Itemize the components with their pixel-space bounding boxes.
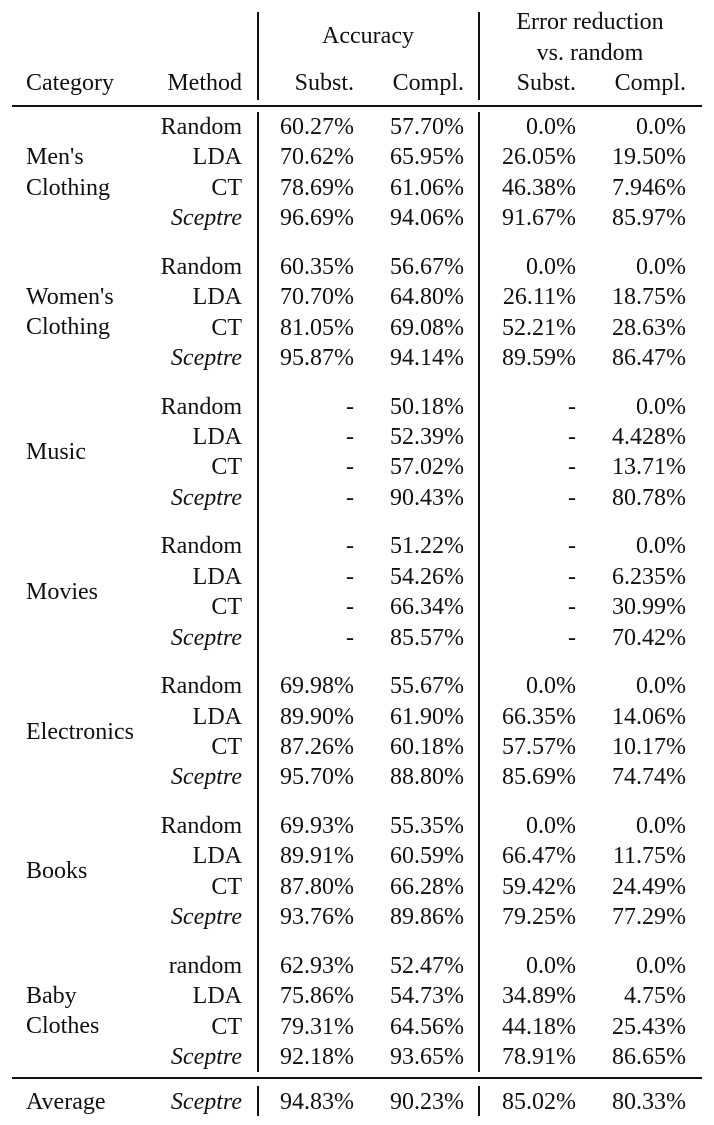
cell-acc-compl: 57.02% bbox=[390, 454, 464, 481]
cell-err-subst: 57.57% bbox=[502, 734, 576, 760]
cell-method: LDA bbox=[192, 563, 242, 590]
cell-acc-subst: - bbox=[346, 393, 354, 420]
average-category: Average bbox=[26, 1089, 106, 1115]
average-acc-compl: 90.23% bbox=[390, 1089, 464, 1115]
category-label: Books bbox=[26, 858, 88, 885]
cell-err-subst: 34.89% bbox=[502, 983, 576, 1010]
cell-err-subst: - bbox=[568, 594, 576, 621]
cell-acc-subst: - bbox=[346, 424, 354, 450]
cell-acc-compl: 52.39% bbox=[390, 424, 464, 450]
cell-method: LDA bbox=[192, 284, 242, 311]
cell-acc-subst: 95.70% bbox=[280, 764, 354, 791]
cell-acc-subst: 89.90% bbox=[280, 703, 354, 730]
cell-err-subst: 0.0% bbox=[526, 673, 576, 700]
cell-method: Random bbox=[160, 673, 242, 700]
cell-method: Sceptre bbox=[170, 764, 242, 791]
category-label: Music bbox=[26, 439, 86, 465]
cell-acc-compl: 54.26% bbox=[390, 563, 464, 590]
cell-method: LDA bbox=[192, 144, 242, 171]
cell-err-subst: - bbox=[568, 484, 576, 511]
vrule-header-right bbox=[478, 12, 480, 100]
header-error-reduction: Error reduction bbox=[516, 9, 664, 35]
cell-method: CT bbox=[211, 873, 242, 900]
cell-acc-compl: 64.80% bbox=[390, 284, 464, 311]
average-method: Sceptre bbox=[170, 1089, 242, 1115]
average-err-subst: 85.02% bbox=[502, 1089, 576, 1115]
cell-err-compl: 0.0% bbox=[636, 533, 686, 560]
cell-method: CT bbox=[211, 314, 242, 341]
cell-method: LDA bbox=[192, 424, 242, 450]
cell-acc-subst: 69.93% bbox=[280, 813, 354, 839]
category-label: Women's bbox=[26, 284, 114, 310]
header-vs-random: vs. random bbox=[536, 40, 644, 66]
cell-err-subst: - bbox=[568, 454, 576, 481]
cell-method: CT bbox=[211, 594, 242, 621]
cell-acc-subst: 78.69% bbox=[280, 174, 354, 201]
cell-method: LDA bbox=[192, 843, 242, 870]
category-label: Men's bbox=[26, 144, 84, 171]
cell-acc-subst: - bbox=[346, 594, 354, 621]
cell-acc-subst: - bbox=[346, 533, 354, 560]
category-label: Electronics bbox=[26, 718, 134, 745]
category-label: Clothing bbox=[26, 314, 111, 341]
cell-acc-compl: 55.67% bbox=[390, 673, 464, 700]
cell-err-compl: 85.97% bbox=[612, 205, 686, 232]
cell-err-subst: 46.38% bbox=[502, 174, 576, 201]
cell-acc-compl: 94.14% bbox=[390, 345, 464, 371]
cell-err-compl: 86.65% bbox=[612, 1044, 686, 1070]
cell-acc-subst: 95.87% bbox=[280, 345, 354, 371]
cell-err-compl: 14.06% bbox=[612, 703, 686, 730]
header-acc-compl: Compl. bbox=[392, 70, 464, 96]
cell-err-subst: 0.0% bbox=[526, 813, 576, 839]
cell-method: random bbox=[168, 952, 242, 979]
average-rule bbox=[12, 1077, 702, 1079]
cell-err-subst: - bbox=[568, 424, 576, 450]
cell-err-compl: 0.0% bbox=[636, 673, 686, 700]
cell-acc-subst: 75.86% bbox=[280, 983, 354, 1010]
cell-acc-compl: 65.95% bbox=[390, 144, 464, 171]
cell-method: CT bbox=[211, 734, 242, 760]
cell-acc-compl: 64.56% bbox=[390, 1013, 464, 1040]
cell-err-subst: 85.69% bbox=[502, 764, 576, 791]
cell-err-subst: 59.42% bbox=[502, 873, 576, 900]
cell-err-compl: 30.99% bbox=[612, 594, 686, 621]
cell-acc-compl: 93.65% bbox=[390, 1044, 464, 1070]
header-accuracy: Accuracy bbox=[322, 23, 414, 49]
header-rule bbox=[12, 105, 702, 107]
header-acc-subst: Subst. bbox=[294, 70, 354, 96]
cell-err-subst: 0.0% bbox=[526, 952, 576, 979]
cell-acc-compl: 51.22% bbox=[390, 533, 464, 560]
cell-acc-compl: 94.06% bbox=[390, 205, 464, 232]
cell-err-compl: 77.29% bbox=[612, 904, 686, 931]
cell-method: Sceptre bbox=[170, 1044, 242, 1070]
cell-acc-compl: 50.18% bbox=[390, 393, 464, 420]
cell-err-compl: 18.75% bbox=[612, 284, 686, 311]
cell-acc-subst: 96.69% bbox=[280, 205, 354, 232]
average-err-compl: 80.33% bbox=[612, 1089, 686, 1115]
header-err-compl: Compl. bbox=[614, 70, 686, 96]
cell-err-subst: 66.35% bbox=[502, 703, 576, 730]
cell-acc-compl: 56.67% bbox=[390, 253, 464, 280]
cell-acc-subst: 70.62% bbox=[280, 144, 354, 171]
header-category: Category bbox=[26, 70, 114, 96]
cell-err-subst: - bbox=[568, 393, 576, 420]
cell-acc-subst: - bbox=[346, 454, 354, 481]
cell-acc-compl: 61.90% bbox=[390, 703, 464, 730]
cell-err-subst: 66.47% bbox=[502, 843, 576, 870]
cell-err-compl: 28.63% bbox=[612, 314, 686, 341]
cell-err-compl: 0.0% bbox=[636, 393, 686, 420]
cell-acc-subst: 62.93% bbox=[280, 952, 354, 979]
cell-err-subst: 26.11% bbox=[502, 284, 576, 311]
cell-err-compl: 74.74% bbox=[612, 764, 686, 791]
cell-err-subst: - bbox=[568, 563, 576, 590]
cell-acc-compl: 66.34% bbox=[390, 594, 464, 621]
cell-method: Random bbox=[160, 253, 242, 280]
cell-method: Random bbox=[160, 393, 242, 420]
cell-err-subst: 26.05% bbox=[502, 144, 576, 171]
cell-acc-subst: 87.26% bbox=[280, 734, 354, 760]
cell-err-compl: 25.43% bbox=[612, 1013, 686, 1040]
cell-method: Random bbox=[160, 533, 242, 560]
header-method: Method bbox=[167, 70, 242, 96]
cell-method: Sceptre bbox=[170, 624, 242, 651]
cell-method: Sceptre bbox=[170, 484, 242, 511]
cell-acc-compl: 55.35% bbox=[390, 813, 464, 839]
cell-err-compl: 19.50% bbox=[612, 144, 686, 171]
cell-method: LDA bbox=[192, 703, 242, 730]
cell-err-compl: 86.47% bbox=[612, 345, 686, 371]
category-label: Clothing bbox=[26, 174, 111, 201]
cell-err-compl: 13.71% bbox=[612, 454, 686, 481]
cell-err-subst: - bbox=[568, 624, 576, 651]
cell-acc-subst: - bbox=[346, 624, 354, 651]
cell-err-subst: 0.0% bbox=[526, 253, 576, 280]
cell-acc-compl: 60.18% bbox=[390, 734, 464, 760]
cell-acc-subst: 60.35% bbox=[280, 253, 354, 280]
cell-method: Sceptre bbox=[170, 205, 242, 232]
cell-acc-subst: 69.98% bbox=[280, 673, 354, 700]
cell-method: CT bbox=[211, 1013, 242, 1040]
cell-acc-compl: 66.28% bbox=[390, 873, 464, 900]
category-label: Baby bbox=[26, 983, 77, 1009]
cell-acc-subst: 89.91% bbox=[280, 843, 354, 870]
cell-acc-subst: 92.18% bbox=[280, 1044, 354, 1070]
cell-err-subst: 91.67% bbox=[502, 205, 576, 232]
cell-err-subst: 0.0% bbox=[526, 114, 576, 140]
cell-err-compl: 0.0% bbox=[636, 813, 686, 839]
cell-err-compl: 0.0% bbox=[636, 114, 686, 140]
cell-acc-subst: 60.27% bbox=[280, 114, 354, 140]
cell-acc-subst: - bbox=[346, 484, 354, 511]
cell-err-compl: 80.78% bbox=[612, 484, 686, 511]
cell-err-compl: 70.42% bbox=[612, 624, 686, 651]
cell-err-subst: 52.21% bbox=[502, 314, 576, 341]
cell-acc-compl: 57.70% bbox=[390, 114, 464, 140]
cell-acc-subst: 70.70% bbox=[280, 284, 354, 311]
cell-err-subst: 89.59% bbox=[502, 345, 576, 371]
cell-err-subst: 44.18% bbox=[502, 1013, 576, 1040]
cell-err-subst: - bbox=[568, 533, 576, 560]
cell-method: LDA bbox=[192, 983, 242, 1010]
cell-err-compl: 6.235% bbox=[612, 563, 686, 590]
cell-err-compl: 0.0% bbox=[636, 952, 686, 979]
cell-method: Random bbox=[160, 813, 242, 839]
cell-err-compl: 11.75% bbox=[612, 843, 686, 870]
cell-err-compl: 4.75% bbox=[624, 983, 686, 1010]
category-label: Clothes bbox=[26, 1013, 100, 1040]
cell-acc-compl: 89.86% bbox=[390, 904, 464, 931]
cell-method: Sceptre bbox=[170, 345, 242, 371]
average-acc-subst: 94.83% bbox=[280, 1089, 354, 1115]
cell-acc-compl: 52.47% bbox=[390, 952, 464, 979]
cell-method: CT bbox=[211, 454, 242, 481]
cell-err-compl: 10.17% bbox=[612, 734, 686, 760]
cell-err-subst: 78.91% bbox=[502, 1044, 576, 1070]
cell-err-compl: 0.0% bbox=[636, 253, 686, 280]
cell-acc-subst: 81.05% bbox=[280, 314, 354, 341]
cell-err-compl: 4.428% bbox=[612, 424, 686, 450]
cell-acc-subst: 79.31% bbox=[280, 1013, 354, 1040]
cell-acc-compl: 69.08% bbox=[390, 314, 464, 341]
cell-acc-subst: 87.80% bbox=[280, 873, 354, 900]
cell-acc-compl: 85.57% bbox=[390, 624, 464, 651]
cell-acc-compl: 61.06% bbox=[390, 174, 464, 201]
cell-method: Random bbox=[160, 114, 242, 140]
cell-err-subst: 79.25% bbox=[502, 904, 576, 931]
cell-acc-compl: 54.73% bbox=[390, 983, 464, 1010]
vrule-header-left bbox=[257, 12, 259, 100]
cell-method: CT bbox=[211, 174, 242, 201]
cell-acc-compl: 88.80% bbox=[390, 764, 464, 791]
cell-err-compl: 24.49% bbox=[612, 873, 686, 900]
cell-method: Sceptre bbox=[170, 904, 242, 931]
cell-acc-subst: - bbox=[346, 563, 354, 590]
cell-acc-subst: 93.76% bbox=[280, 904, 354, 931]
cell-err-compl: 7.946% bbox=[612, 174, 686, 201]
category-label: Movies bbox=[26, 578, 98, 605]
header-err-subst: Subst. bbox=[516, 70, 576, 96]
cell-acc-compl: 90.43% bbox=[390, 484, 464, 511]
cell-acc-compl: 60.59% bbox=[390, 843, 464, 870]
